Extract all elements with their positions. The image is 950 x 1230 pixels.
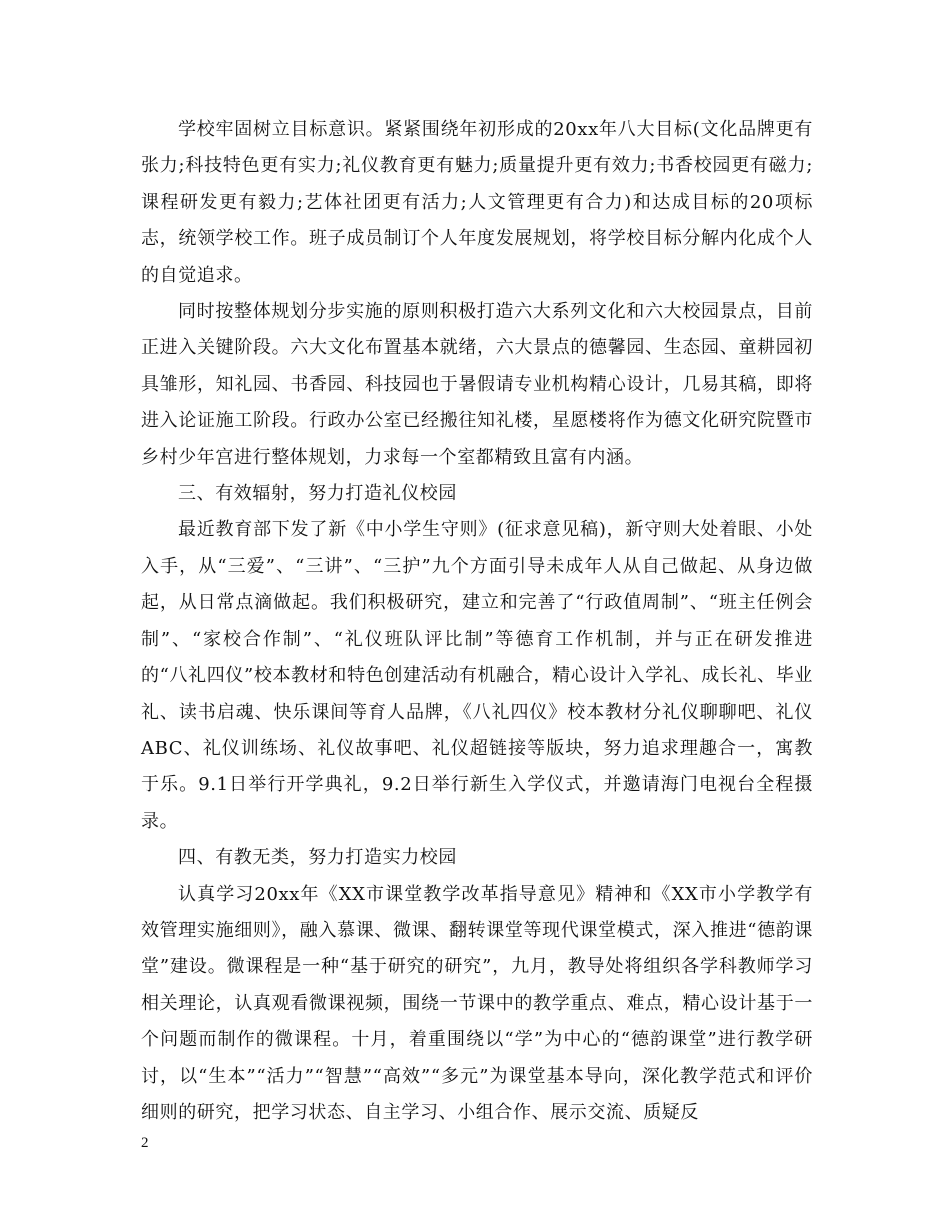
document-body xyxy=(141,112,813,1131)
paragraph-etiquette: 最近教育部下发了新《中小学生守则》(征求意见稿)，新守则大处着眼、小处入手，从“三爱”、“三讲”、“三护”九个方面引导未成年人从自己做起、从身边做起，从日常点滴做起。我们积极研究，建立和完善了“行政值周制”、“班主任例会制”、“家校合作制”、“礼仪班队评比制”等德育工作机制，并与正在研发推进的“八礼四仪”校本教材和特色创建活动有机融合，精心设计入学礼、成长礼、毕业礼、读书启魂、快乐课间等育人品牌，《八礼四仪》校本教材分礼仪聊聊吧、礼仪ABC、礼仪训练场、礼仪故事吧、礼仪超链接等版块，努力追求理趣合一，寓教于乐。9.1日举行开学典礼，9.2日举行新生入学仪式，并邀请海门电视台全程摄录。 xyxy=(141,519,813,832)
paragraph-culture-landscapes: 同时按整体规划分步实施的原则积极打造六大系列文化和六大校园景点，目前正进入关键阶段。六大文化布置基本就绪，六大景点的德馨园、生态园、童耕园初具雏形，知礼园、书香园、科技园也于暑假请专业机构精心设计，几易其稿，即将进入论证施工阶段。行政办公室已经搬往知礼楼，星愿楼将作为德文化研究院暨市乡村少年宫进行整体规划，力求每一个室都精致且富有内涵。 xyxy=(141,301,813,468)
page-number: 2 xyxy=(141,1135,149,1151)
paragraph-goals: 学校牢固树立目标意识。紧紧围绕年初形成的20xx年八大目标(文化品牌更有张力;科技特色更有实力;礼仪教育更有魅力;质量提升更有效力;书香校园更有磁力;课程研发更有毅力;艺体社团更有活力;人文管理更有合力)和达成目标的20项标志，统领学校工作。班子成员制订个人年度发展规划，将学校目标分解内化成个人的自觉追求。 xyxy=(141,119,813,286)
paragraph-classroom-reform: 认真学习20xx年《XX市课堂教学改革指导意见》精神和《XX市小学教学有效管理实施细则》，融入慕课、微课、翻转课堂等现代课堂模式，深入推进“德韵课堂”建设。微课程是一种“基于研究的研究”，九月，教导处将组织各学科教师学习相关理论，认真观看微课视频，围绕一节课中的教学重点、难点，精心设计基于一个问题而制作的微课程。十月，着重围绕以“学”为中心的“德韵课堂”进行教学研讨，以“生本”“活力”“智慧”“高效”“多元”为课堂基本导向，深化教学范式和评价细则的研究，把学习状态、自主学习、小组合作、展示交流、质疑反 xyxy=(141,883,813,1123)
section-heading-strength: 四、有教无类，努力打造实力校园 xyxy=(178,847,457,869)
section-heading-etiquette: 三、有效辐射，努力打造礼仪校园 xyxy=(178,483,457,505)
